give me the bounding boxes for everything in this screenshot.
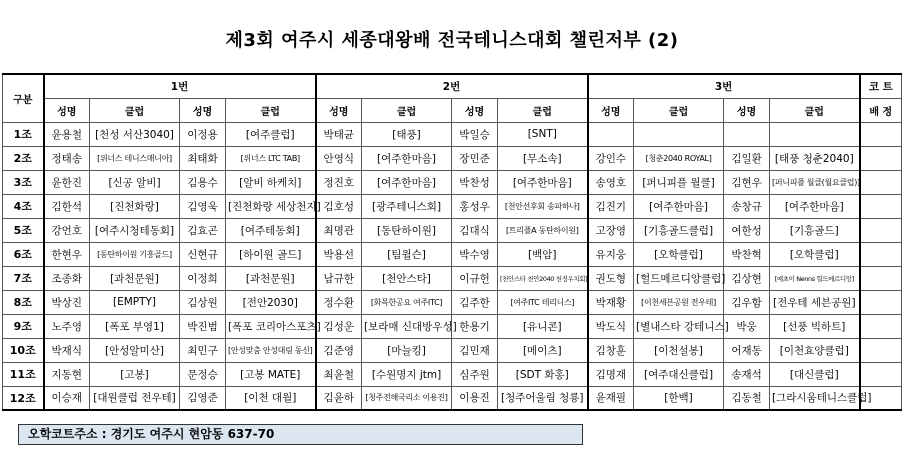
player-club: [여주클럽] <box>226 122 316 146</box>
table-row <box>3 290 902 314</box>
player-name: 김우함 <box>724 290 770 314</box>
group-label: 1조 <box>3 122 44 146</box>
player-name: 김현우 <box>724 170 770 194</box>
player-club: [과천문원] <box>90 266 180 290</box>
player-club: [여주한마음] <box>498 170 588 194</box>
col-name-header: 성명 <box>588 98 634 122</box>
court-assign-header-top: 코 트 <box>860 74 902 98</box>
player-name: 김진기 <box>588 194 634 218</box>
player-name: 정수환 <box>316 290 362 314</box>
player-name: 최태화 <box>180 146 226 170</box>
player-name: 김일환 <box>724 146 770 170</box>
player-name: 김명재 <box>588 362 634 386</box>
player-club: [전안2030] <box>226 290 316 314</box>
player-name: 김창훈 <box>588 338 634 362</box>
player-club: [여주대신클럽] <box>634 362 724 386</box>
player-club: [SNT] <box>498 122 588 146</box>
player-name: 이정용 <box>180 122 226 146</box>
player-name: 김동철 <box>724 386 770 410</box>
player-club: [알비 하케치] <box>226 170 316 194</box>
header-row-courts <box>3 74 902 98</box>
player-name: 박일승 <box>452 122 498 146</box>
player-club: [마늘킹] <box>362 338 452 362</box>
player-name: 김성운 <box>316 314 362 338</box>
group-label: 3조 <box>3 170 44 194</box>
player-club: [오학클럽] <box>634 242 724 266</box>
col-club-header: 클럽 <box>362 98 452 122</box>
player-name: 신현규 <box>180 242 226 266</box>
player-club: [청춘2040 ROYAL] <box>634 146 724 170</box>
player-club: [한백] <box>634 386 724 410</box>
player-club: [유니콘] <box>498 314 588 338</box>
group-label: 9조 <box>3 314 44 338</box>
table-row <box>3 170 902 194</box>
player-name: 송창규 <box>724 194 770 218</box>
player-club: [동탄하이원 기흥골드] <box>90 242 180 266</box>
player-name: 박용선 <box>316 242 362 266</box>
col-club-header: 클럽 <box>226 98 316 122</box>
player-club: [대신클럽] <box>770 362 860 386</box>
group-label: 6조 <box>3 242 44 266</box>
group-label: 2조 <box>3 146 44 170</box>
court-assignment-cell <box>860 338 902 362</box>
player-name: 정태송 <box>44 146 90 170</box>
table-row <box>3 386 902 410</box>
group-label: 11조 <box>3 362 44 386</box>
player-club: [메이츠] <box>498 338 588 362</box>
player-club: [수원명지 jtm] <box>362 362 452 386</box>
header-row-columns <box>3 98 902 122</box>
player-name: 이용진 <box>452 386 498 410</box>
player-club: [대원클럽 전우테] <box>90 386 180 410</box>
player-name: 최윤철 <box>316 362 362 386</box>
player-club: [위너스 테니스매니아] <box>90 146 180 170</box>
player-club: [오학클럽] <box>770 242 860 266</box>
court-assignment-cell <box>860 146 902 170</box>
court-assignment-cell <box>860 362 902 386</box>
player-club: [전우테 세븐공원] <box>770 290 860 314</box>
group-header: 구분 <box>3 74 44 122</box>
group-label: 4조 <box>3 194 44 218</box>
court-assignment-cell <box>860 242 902 266</box>
col-club-header: 클럽 <box>634 98 724 122</box>
player-club: [진천화랑] <box>90 194 180 218</box>
player-club: [청주어울림 청룡] <box>498 386 588 410</box>
player-name: 김호성 <box>316 194 362 218</box>
player-club: [이천 대월] <box>226 386 316 410</box>
player-club: [신공 알비] <box>90 170 180 194</box>
schedule-table <box>2 73 902 411</box>
player-club: [동탄하이원] <box>362 218 452 242</box>
player-club: [EMPTY] <box>90 290 180 314</box>
player-club: [천안선후회 송파하나] <box>498 194 588 218</box>
page-title: 제3회 여주시 세종대왕배 전국테니스대회 챌린저부 (2) <box>225 30 679 51</box>
player-name: 박재황 <box>588 290 634 314</box>
player-club: [여주한마음] <box>362 170 452 194</box>
player-name: 김윤하 <box>316 386 362 410</box>
court-assignment-cell <box>860 290 902 314</box>
player-name: 한현우 <box>44 242 90 266</box>
court-assignment-cell <box>860 218 902 242</box>
player-name: 윤재필 <box>588 386 634 410</box>
player-name: 박재식 <box>44 338 90 362</box>
court-assignment-cell <box>860 194 902 218</box>
court-assignment-cell <box>860 266 902 290</box>
player-club: [여주한마음] <box>362 146 452 170</box>
player-name: 이승재 <box>44 386 90 410</box>
player-club: [무소속] <box>498 146 588 170</box>
player-name: 고장영 <box>588 218 634 242</box>
player-name: 김대식 <box>452 218 498 242</box>
player-club: [여주ITC 테리니스] <box>498 290 588 314</box>
player-name: 이정희 <box>180 266 226 290</box>
player-name: 김상현 <box>724 266 770 290</box>
table-row <box>3 146 902 170</box>
player-name: 안영식 <box>316 146 362 170</box>
player-name: 지동현 <box>44 362 90 386</box>
player-club: [고봉] <box>90 362 180 386</box>
player-club: [이천효양클럽] <box>770 338 860 362</box>
player-name: 송재석 <box>724 362 770 386</box>
player-name: 유지웅 <box>588 242 634 266</box>
table-row <box>3 218 902 242</box>
player-club: [여주한마음] <box>634 194 724 218</box>
player-name: 김한석 <box>44 194 90 218</box>
table-row <box>3 266 902 290</box>
player-name: 김준영 <box>316 338 362 362</box>
col-name-header: 성명 <box>180 98 226 122</box>
player-name: 박태균 <box>316 122 362 146</box>
player-club: [고봉 MATE] <box>226 362 316 386</box>
player-name: 최민구 <box>180 338 226 362</box>
col-club-header: 클럽 <box>770 98 860 122</box>
player-club: [기흥골드] <box>770 218 860 242</box>
player-club: [폭포 부영1] <box>90 314 180 338</box>
player-name: 윤용철 <box>44 122 90 146</box>
player-name: 장민준 <box>452 146 498 170</box>
player-club <box>770 122 860 146</box>
player-club: [이천설봉] <box>634 338 724 362</box>
col-name-header: 성명 <box>724 98 770 122</box>
court-1-header: 1번 <box>44 74 316 98</box>
player-club: [광주테니스회] <box>362 194 452 218</box>
table-row <box>3 242 902 266</box>
table-row <box>3 362 902 386</box>
player-club: [태풍 청춘2040] <box>770 146 860 170</box>
group-label: 8조 <box>3 290 44 314</box>
court-assign-header-bottom: 배 정 <box>860 98 902 122</box>
player-club: [안성알미산] <box>90 338 180 362</box>
player-club: [하이원 골드] <box>226 242 316 266</box>
player-name: 박찬혁 <box>724 242 770 266</box>
player-club: [SDT 화홍] <box>498 362 588 386</box>
player-name: 박찬성 <box>452 170 498 194</box>
player-name: 박웅 <box>724 314 770 338</box>
player-name: 김민재 <box>452 338 498 362</box>
player-name: 조종화 <box>44 266 90 290</box>
court-address: 오학코트주소 : 경기도 여주시 현암동 637-70 <box>18 424 583 445</box>
col-club-header: 클럽 <box>90 98 180 122</box>
player-club: [헐드메르디앙클럽] <box>634 266 724 290</box>
player-club: [퍼니피플 월클] <box>634 170 724 194</box>
player-club <box>634 122 724 146</box>
player-name: 이규헌 <box>452 266 498 290</box>
table-row <box>3 338 902 362</box>
player-club: [진천화랑 세상천지] <box>226 194 316 218</box>
court-3-header: 3번 <box>588 74 860 98</box>
player-club: [보라매 신대방우성] <box>362 314 452 338</box>
player-name: 여한성 <box>724 218 770 242</box>
group-label: 5조 <box>3 218 44 242</box>
player-name: 강인수 <box>588 146 634 170</box>
player-club: [여주시청테동회] <box>90 218 180 242</box>
player-name: 홍성우 <box>452 194 498 218</box>
player-club: [선풍 빅하트] <box>770 314 860 338</box>
player-club: [퍼니피플 월클(월요클럽)] <box>770 170 860 194</box>
col-name-header: 성명 <box>44 98 90 122</box>
group-label: 10조 <box>3 338 44 362</box>
player-club: [폭포 코리아스포츠] <box>226 314 316 338</box>
table-row <box>3 194 902 218</box>
player-club: [별내스타 강테니스] <box>634 314 724 338</box>
player-name: 박수영 <box>452 242 498 266</box>
player-name: 박상진 <box>44 290 90 314</box>
player-name: 김주한 <box>452 290 498 314</box>
player-club: [그라시움테니스클럽] <box>770 386 860 410</box>
player-name: 문정승 <box>180 362 226 386</box>
player-name: 윤한진 <box>44 170 90 194</box>
player-name: 박진범 <box>180 314 226 338</box>
group-label: 12조 <box>3 386 44 410</box>
player-name: 송영호 <box>588 170 634 194</box>
player-name: 심주원 <box>452 362 498 386</box>
player-club: [청주전해국리소 이용진] <box>362 386 452 410</box>
player-club: [기흥골드클럽] <box>634 218 724 242</box>
court-assignment-cell <box>860 122 902 146</box>
player-name: 박도식 <box>588 314 634 338</box>
court-assignment-cell <box>860 314 902 338</box>
player-name: 한용기 <box>452 314 498 338</box>
player-name <box>588 122 634 146</box>
player-name: 김영준 <box>180 386 226 410</box>
player-name: 남규한 <box>316 266 362 290</box>
player-name: 김효곤 <box>180 218 226 242</box>
table-row <box>3 122 902 146</box>
player-club: [위너스 LTC TAB] <box>226 146 316 170</box>
col-club-header: 클럽 <box>498 98 588 122</box>
player-name: 노주영 <box>44 314 90 338</box>
player-club: [화목한공요 여주ITC] <box>362 290 452 314</box>
player-name: 어재동 <box>724 338 770 362</box>
player-club: [백암] <box>498 242 588 266</box>
player-club: [여주한마음] <box>770 194 860 218</box>
table-row <box>3 314 902 338</box>
court-2-header: 2번 <box>316 74 588 98</box>
player-club: [과천문원] <box>226 266 316 290</box>
group-label: 7조 <box>3 266 44 290</box>
player-club: [여주테동회] <box>226 218 316 242</box>
player-club: [천성 서산3040] <box>90 122 180 146</box>
player-name: 김영욱 <box>180 194 226 218</box>
player-name: 최명관 <box>316 218 362 242</box>
player-club: [예초이 Nenns 헐드메르디앙] <box>770 266 860 290</box>
court-assignment-cell <box>860 170 902 194</box>
col-name-header: 성명 <box>452 98 498 122</box>
player-club: [천안스타] <box>362 266 452 290</box>
player-club: [팀윌슨] <box>362 242 452 266</box>
player-name: 정진호 <box>316 170 362 194</box>
player-name <box>724 122 770 146</box>
player-club: [천안스타 천안2040 천정우치회] <box>498 266 588 290</box>
player-club: [안성맞춤 안성대림 동신] <box>226 338 316 362</box>
player-club: [트리플A 동탄하이원] <box>498 218 588 242</box>
player-club: [이천세븐공원 전우테] <box>634 290 724 314</box>
player-club: [태풍] <box>362 122 452 146</box>
player-name: 김용수 <box>180 170 226 194</box>
player-name: 김상원 <box>180 290 226 314</box>
col-name-header: 성명 <box>316 98 362 122</box>
player-name: 강언호 <box>44 218 90 242</box>
player-name: 권도형 <box>588 266 634 290</box>
